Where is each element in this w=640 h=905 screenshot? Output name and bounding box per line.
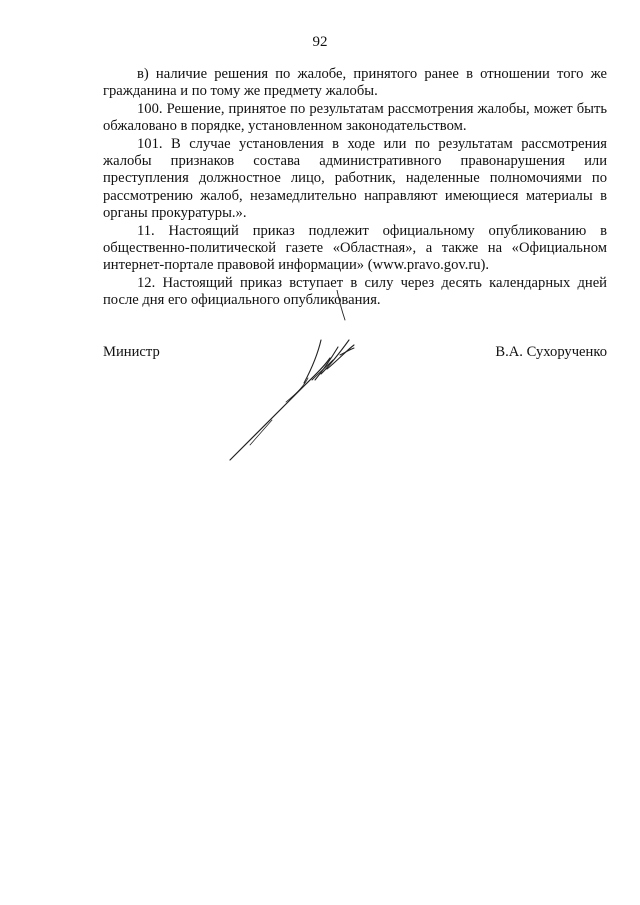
paragraph-101: 101. В случае установления в ходе или по результатам рассмотрения жалобы признаков состава административного правонарушения или преступления должностное лицо, работник, наделенные полномочиями по рассмотрению жалоб, незамедлительно направляют имеющиеся материалы в органы прокуратуры.». bbox=[103, 135, 607, 222]
document-body bbox=[103, 66, 607, 310]
paragraph-v-clause: в) наличие решения по жалобе, принятого ранее в отношении того же гражданина и по тому же предмету жалобы. bbox=[103, 66, 607, 100]
page-number: 92 bbox=[312, 34, 328, 50]
paragraph-100: 100. Решение, принятое по результатам рассмотрения жалобы, может быть обжаловано в порядке, установленном законодательством. bbox=[103, 100, 607, 135]
paragraph-12: 12. Настоящий приказ вступает в силу через десять календарных дней после дня его официального опубликования. bbox=[103, 274, 607, 309]
signer-name: В.А. Сухорученко bbox=[495, 344, 607, 360]
handwritten-signature bbox=[220, 290, 380, 470]
paragraph-11: 11. Настоящий приказ подлежит официальному опубликованию в общественно-политической газете «Областная», а также на «Официальном интернет-портале правовой информации» (www.pravo.gov.ru). bbox=[103, 222, 607, 274]
signer-position: Министр bbox=[103, 344, 160, 360]
